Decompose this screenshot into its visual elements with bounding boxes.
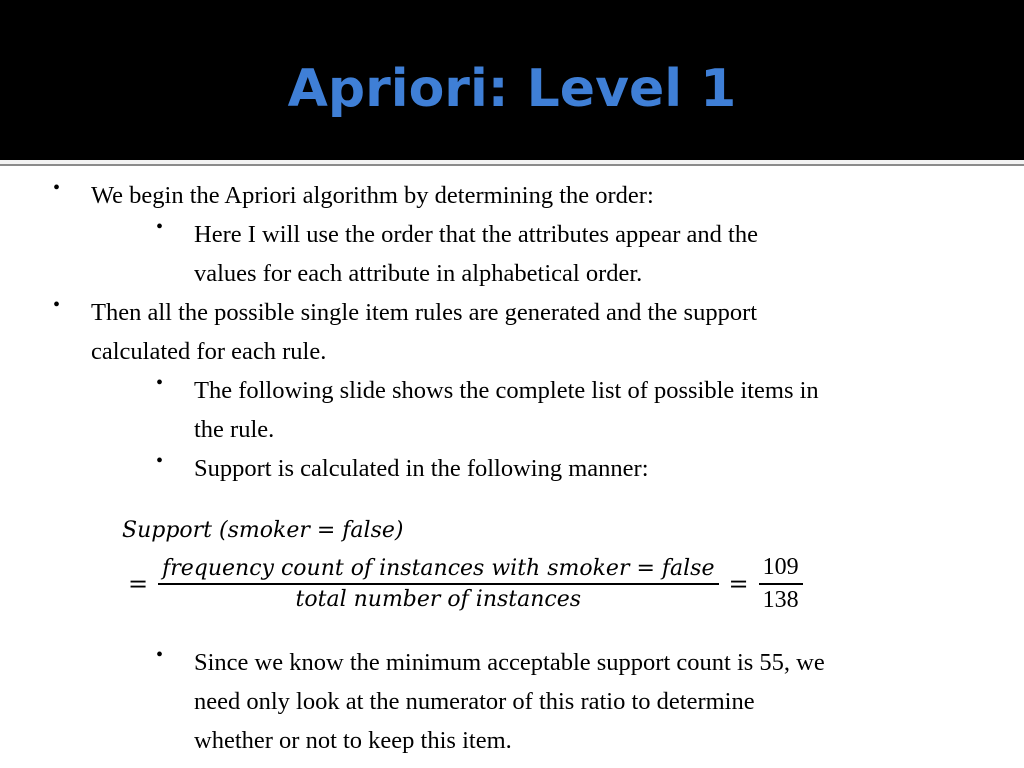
bullet-dot: • <box>53 294 61 316</box>
fraction-value-denominator: 138 <box>762 586 799 613</box>
equals-sign: = <box>128 569 149 598</box>
bullet-text: We begin the Apriori algorithm by determining the order: <box>91 182 654 209</box>
fraction-value-numerator: 109 <box>762 554 799 580</box>
fraction-symbolic <box>158 554 718 614</box>
slide-title: Apriori: Level 1 <box>287 59 737 119</box>
sub-bullet-text: Since we know the minimum acceptable support count is 55, we <box>194 649 825 676</box>
sub-bullet-text: need only look at the numerator of this ratio to determine <box>194 688 755 715</box>
formula-lhs: Support (smoker = false) <box>122 518 404 543</box>
sub-bullet-dot: • <box>156 644 164 666</box>
title-bar <box>0 0 1024 160</box>
sub-bullet-dot: • <box>156 216 164 238</box>
fraction-numeric <box>759 552 803 616</box>
sub-bullet-text: values for each attribute in alphabetical order. <box>194 260 643 287</box>
sub-bullet-text: The following slide shows the complete list of possible items in <box>194 377 819 404</box>
sub-bullet-text: the rule. <box>194 416 275 443</box>
sub-bullet-dot: • <box>156 450 164 472</box>
sub-bullet-text: Here I will use the order that the attributes appear and the <box>194 221 758 248</box>
sub-bullet-text: Support is calculated in the following manner: <box>194 455 649 482</box>
fraction-denominator: total number of instances <box>295 586 582 612</box>
bullet-text: calculated for each rule. <box>91 338 327 365</box>
sub-bullet-text: whether or not to keep this item. <box>194 727 512 754</box>
slide-body <box>0 166 1024 768</box>
bullet-text: Then all the possible single item rules are generated and the support <box>91 299 758 326</box>
bullet-dot: • <box>53 177 61 199</box>
equals-sign: = <box>728 569 749 598</box>
formula-equation <box>128 552 813 616</box>
sub-bullet-dot: • <box>156 372 164 394</box>
fraction-numerator: frequency count of instances with smoker = false <box>162 556 715 581</box>
